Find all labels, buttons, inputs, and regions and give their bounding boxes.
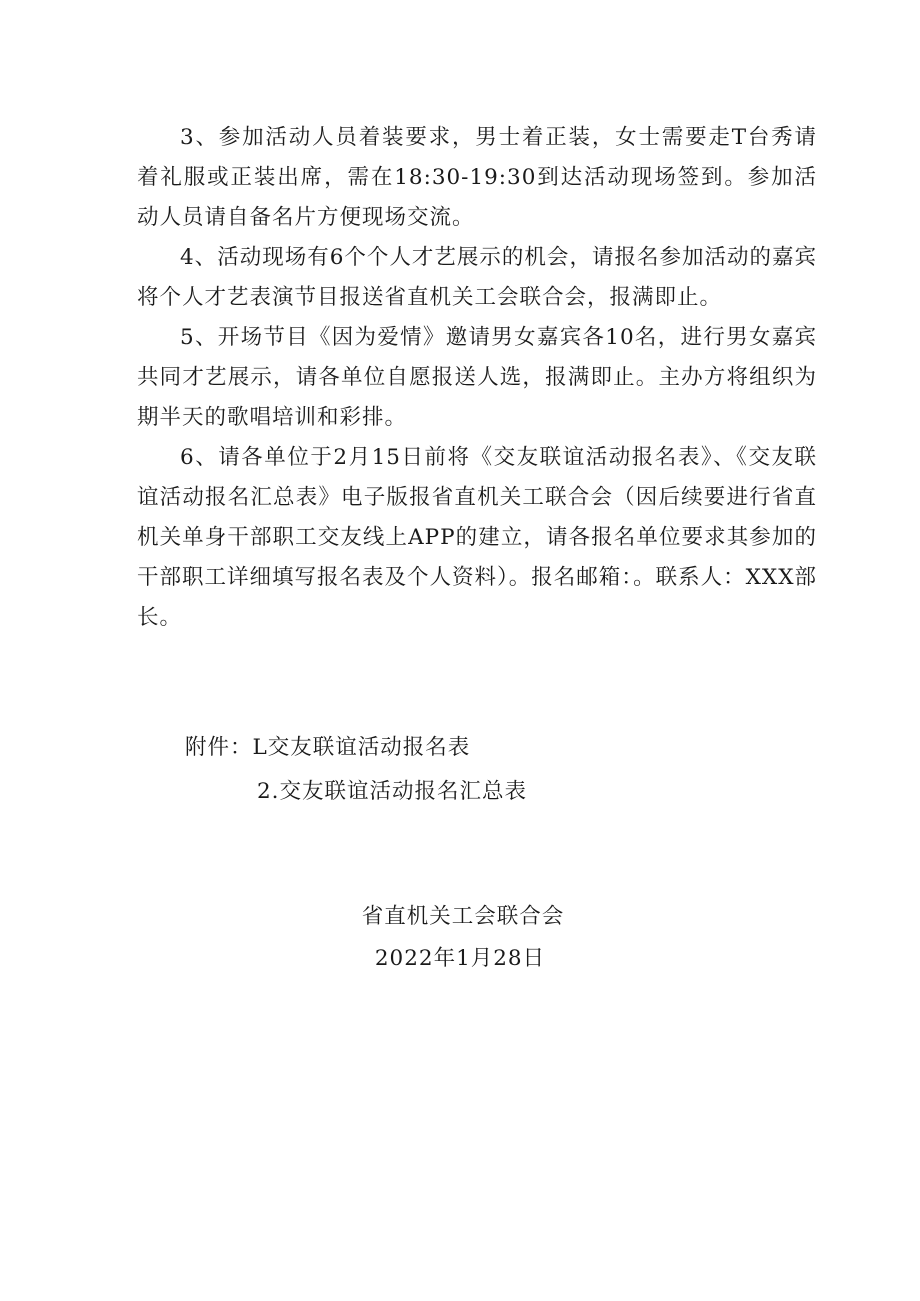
issue-date: 2022年1月28日 — [374, 946, 546, 971]
paragraph-opening-program: 5、开场节目《因为爱情》邀请男女嘉宾各10名，进行男女嘉宾共同才艺展示，请各单位自愿报送人选，报满即止。主办方将组织为期半天的歌唱培训和彩排。 — [137, 325, 817, 430]
issuing-organization: 省直机关工会联合会 — [361, 904, 565, 929]
paragraph-registration: 6、请各单位于2月15日前将《交友联谊活动报名表》、《交友联谊活动报名汇总表》电子版报省直机关工联合会（因后续要进行省直机关单身干部职工交友线上APP的建立，请各报名单位要求其参加的干部职工详细填写报名表及个人资料）。报名邮箱：。联系人：XXX部长。 — [137, 445, 817, 630]
document-body — [137, 118, 817, 638]
attachment-item-1: 附件：L交友联谊活动报名表 — [185, 735, 471, 760]
attachment-item-2: 2.交友联谊活动报名汇总表 — [257, 779, 528, 804]
paragraph-talent-show: 4、活动现场有6个个人才艺展示的机会，请报名参加活动的嘉宾将个人才艺表演节目报送省直机关工会联合会，报满即止。 — [137, 245, 817, 310]
signature-block — [0, 896, 920, 980]
paragraph-attire-requirements: 3、参加活动人员着装要求，男士着正装，女士需要走T台秀请着礼服或正装出席，需在18:30-19:30到达活动现场签到。参加活动人员请自备名片方便现场交流。 — [137, 125, 817, 230]
attachments-list — [185, 726, 527, 814]
